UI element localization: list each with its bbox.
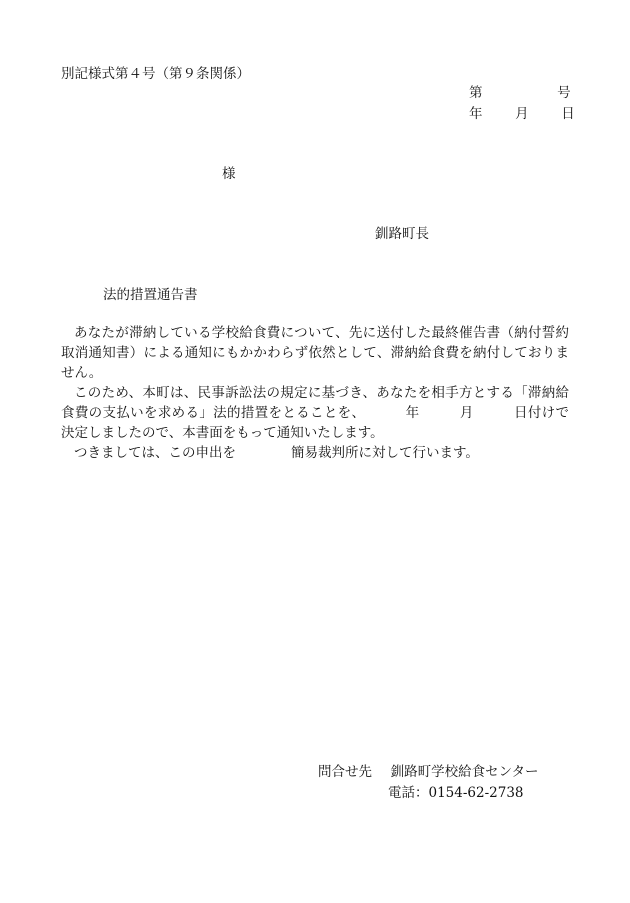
date-day: 日 xyxy=(561,106,575,122)
contact-label: 問合せ先 xyxy=(318,764,372,780)
paragraph-1: あなたが滞納している学校給食費について、先に送付した最終催告書（納付誓約取消通知書）による通知にもかかわらず依然として、滞納給食費を納付しておりません。 xyxy=(61,325,569,381)
contact-phone: 電話：0154-62-2738 xyxy=(388,785,524,801)
document-number-line xyxy=(469,87,571,101)
decision-month: 月 xyxy=(459,405,474,421)
body-text xyxy=(61,323,569,463)
number-suffix: 号 xyxy=(557,85,571,101)
paragraph-2: このため、本町は、民事訴訟法の規定に基づき、あなたを相手方とする「滞納給食費の支払いを求める」法的措置をとることを、 年 月 日付けで決定しましたので、本書面をもって通知いたします。 xyxy=(61,385,570,441)
contact-line xyxy=(318,766,539,780)
contact-org: 釧路町学校給食センター xyxy=(390,764,539,780)
decision-year: 年 xyxy=(405,405,420,421)
date-year: 年 xyxy=(469,106,483,122)
number-prefix: 第 xyxy=(469,85,483,101)
paragraph-3: つきましては、この申出を 簡易裁判所に対して行います。 xyxy=(74,445,479,461)
form-label: 別記様式第４号（第９条関係） xyxy=(61,66,250,82)
addressee-honorific: 様 xyxy=(222,166,236,182)
sender: 釧路町長 xyxy=(375,226,429,242)
document-date-line xyxy=(469,108,575,122)
date-month: 月 xyxy=(515,106,529,122)
document-title: 法的措置通告書 xyxy=(103,287,198,303)
